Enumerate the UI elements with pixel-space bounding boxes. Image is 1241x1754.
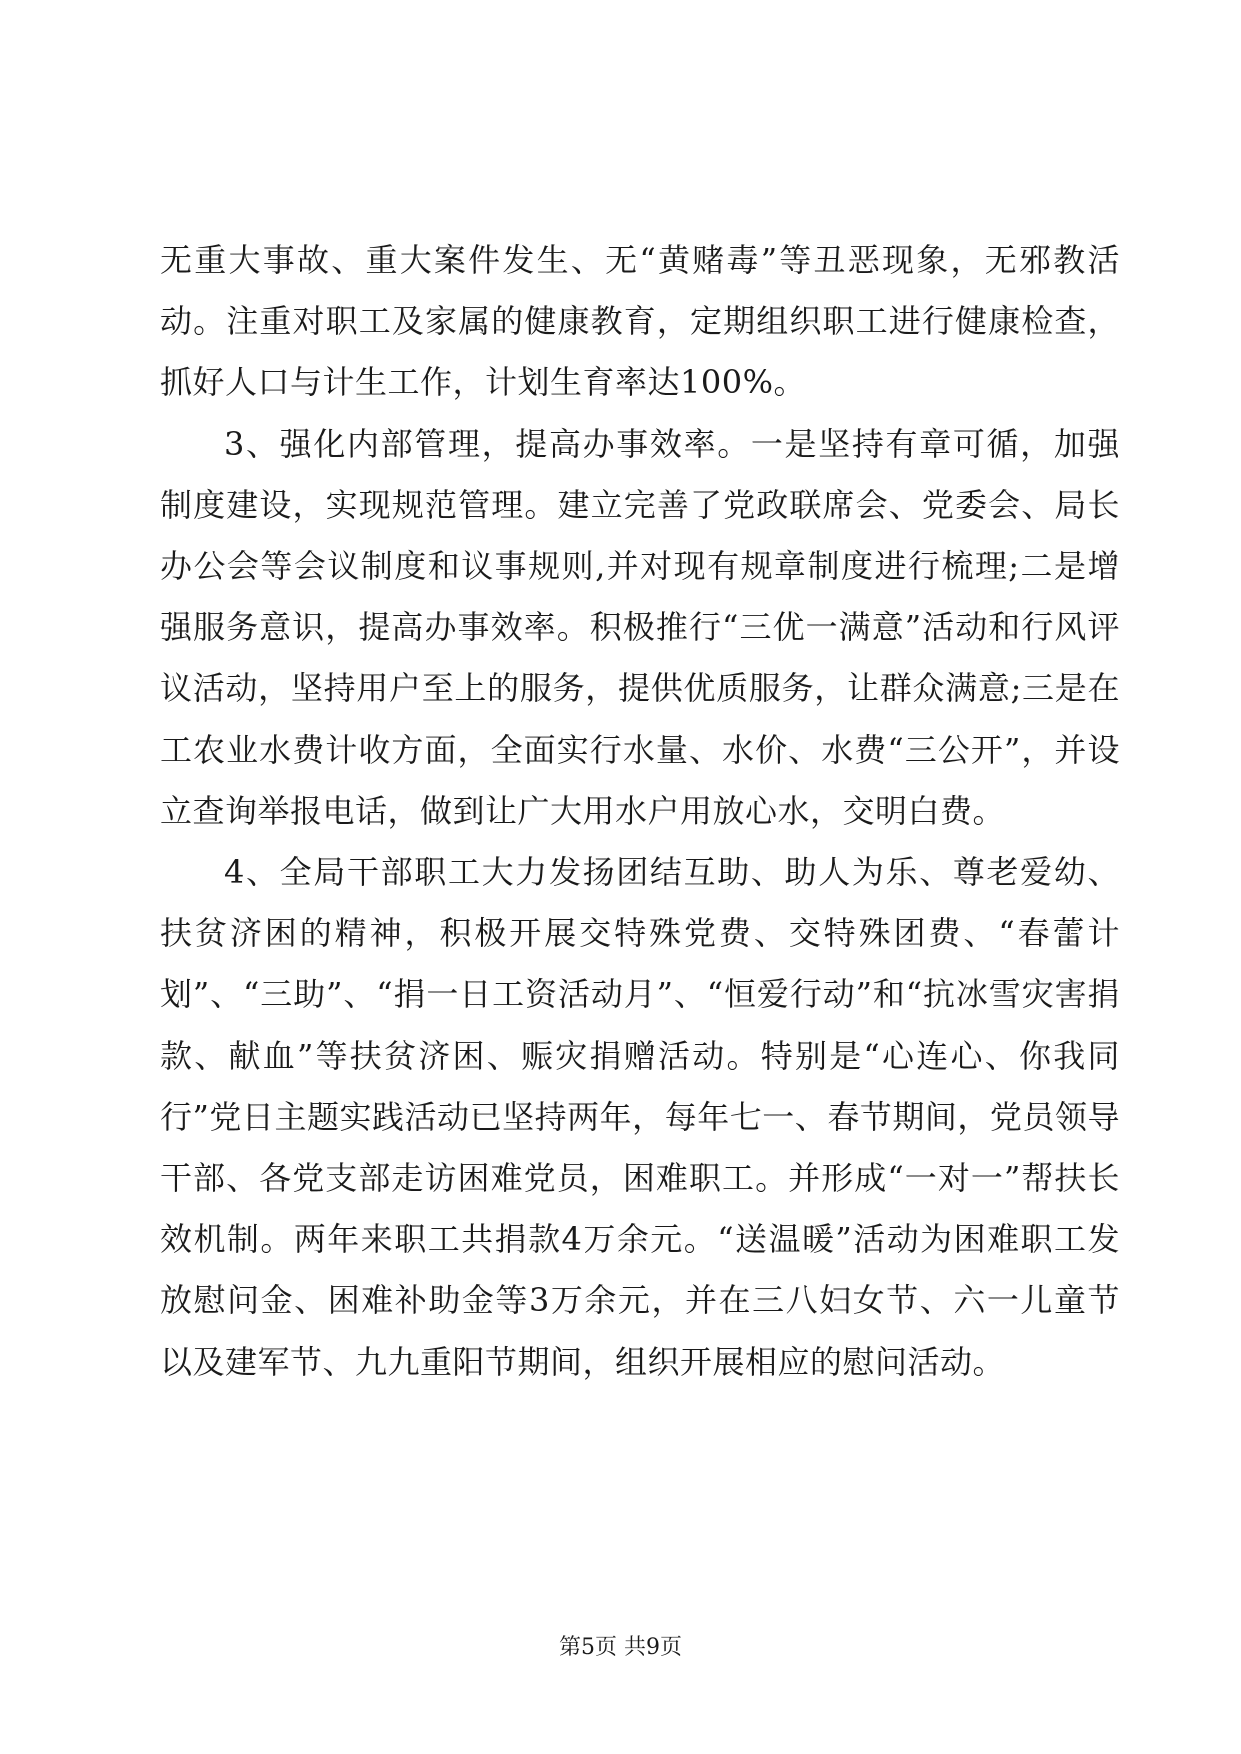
paragraph-poverty-relief: 4、全局干部职工大力发扬团结互助、助人为乐、尊老爱幼、扶贫济困的精神，积极开展交特殊党费、交特殊团费、“春蕾计划”、“三助”、“捐一日工资活动月”、“恒爱行动”和“抗冰雪灾害捐款、献血”等扶贫济困、赈灾捐赠活动。特别是“心连心、你我同行”党日主题实践活动已坚持两年，每年七一、春节期间，党员领导干部、各党支部走访困难党员，困难职工。并形成“一对一”帮扶长效机制。两年来职工共捐款4万余元。“送温暖”活动为困难职工发放慰问金、困难补助金等3万余元，并在三八妇女节、六一儿童节以及建军节、九九重阳节期间，组织开展相应的慰问活动。 [160, 853, 1120, 1381]
paragraph-health-safety: 无重大事故、重大案件发生、无“黄赌毒”等丑恶现象，无邪教活动。注重对职工及家属的健康教育，定期组织职工进行健康检查，抓好人口与计生工作，计划生育率达100%。 [160, 241, 1120, 402]
paragraph-internal-management: 3、强化内部管理，提高办事效率。一是坚持有章可循，加强制度建设，实现规范管理。建立完善了党政联席会、党委会、局长办公会等会议制度和议事规则,并对现有规章制度进行梳理;二是增强服务意识，提高办事效率。积极推行“三优一满意”活动和行风评议活动，坚持用户至上的服务，提供优质服务，让群众满意;三是在工农业水费计收方面，全面实行水量、水价、水费“三公开”，并设立查询举报电话，做到让广大用水户用放心水，交明白费。 [160, 424, 1120, 830]
document-body [160, 230, 1120, 1393]
page-footer: 第5页 共9页 [559, 1635, 682, 1660]
